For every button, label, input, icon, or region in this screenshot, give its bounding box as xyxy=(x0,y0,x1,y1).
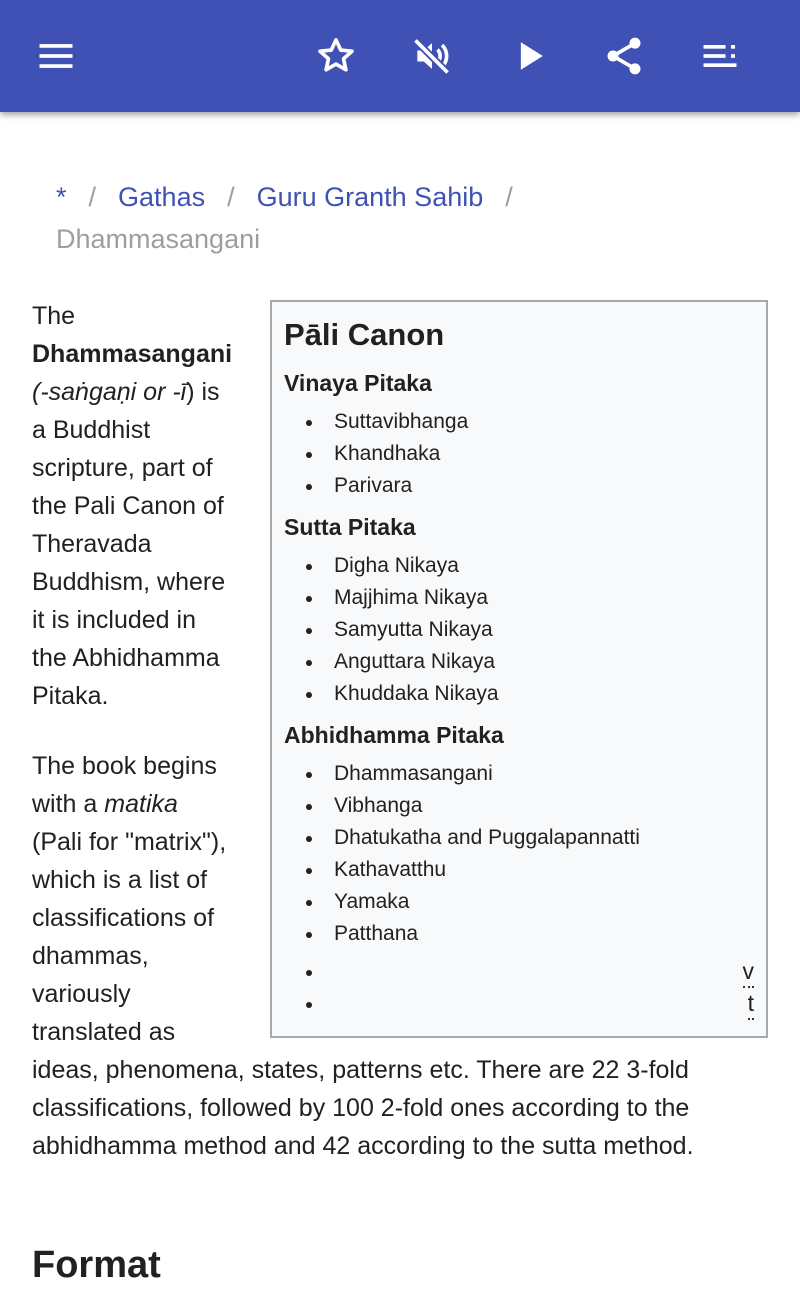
navbar-view-link[interactable]: v xyxy=(743,956,755,988)
infobox-link[interactable]: Vibhanga xyxy=(284,790,754,822)
infobox-list xyxy=(284,758,754,950)
favorite-button[interactable] xyxy=(308,28,364,84)
breadcrumb-separator: / xyxy=(505,182,513,212)
pronunciation-variant: (-saṅgaṇi or -ī xyxy=(32,378,187,406)
infobox-section-heading[interactable]: Sutta Pitaka xyxy=(284,514,416,540)
navbar-item xyxy=(284,988,754,1020)
navbar-item xyxy=(284,956,754,988)
paragraph-text: The book begins with a xyxy=(32,752,217,818)
infobox-title: Pāli Canon xyxy=(284,317,445,352)
infobox-list xyxy=(284,550,754,710)
article-term: Dhammasangani xyxy=(32,340,233,368)
section-heading-format: Format xyxy=(32,1244,161,1286)
italic-term: matika xyxy=(104,790,178,818)
breadcrumb-gathas-link[interactable]: Gathas xyxy=(118,182,206,212)
paragraph-intro: The xyxy=(32,302,76,330)
breadcrumb-guru-granth-sahib-link[interactable]: Guru Granth Sahib xyxy=(256,182,484,212)
infobox-link[interactable]: Majjhima Nikaya xyxy=(284,582,754,614)
infobox-list xyxy=(284,406,754,502)
infobox-link[interactable]: Dhammasangani xyxy=(284,758,754,790)
infobox-link[interactable]: Digha Nikaya xyxy=(284,550,754,582)
infobox-link[interactable]: Khandhaka xyxy=(284,438,754,470)
breadcrumb-home-link[interactable]: * xyxy=(56,182,67,212)
infobox-section-heading[interactable]: Abhidhamma Pitaka xyxy=(284,722,504,748)
infobox-section-heading[interactable]: Vinaya Pitaka xyxy=(284,370,432,396)
menu-button[interactable] xyxy=(28,28,84,84)
paragraph-text: ) is a Buddhist scripture, part of the Pali Canon of Theravada Buddhism, where it is included in the Abhidhamma Pitaka. xyxy=(32,378,226,710)
article-body xyxy=(32,297,768,1165)
paragraph-text: (Pali for "matrix"), which is a list of classifications of dhammas, variously translated as ideas, phenomena, states, patterns etc. There are 22 3-fold classifications, followed by 100 2-fold ones according to the abhidhamma method and 42 according to the sutta method. xyxy=(32,828,694,1160)
playlist-button[interactable] xyxy=(692,28,748,84)
app-bar xyxy=(0,0,800,112)
menu-icon xyxy=(34,34,78,78)
infobox-link[interactable]: Samyutta Nikaya xyxy=(284,614,754,646)
share-icon xyxy=(602,34,646,78)
pali-canon-infobox xyxy=(270,300,768,1038)
breadcrumb-separator: / xyxy=(88,182,97,212)
share-button[interactable] xyxy=(596,28,652,84)
breadcrumb-separator: / xyxy=(227,182,235,212)
infobox-link[interactable]: Parivara xyxy=(284,470,754,502)
infobox-link[interactable]: Patthana xyxy=(284,918,754,950)
infobox-navbar xyxy=(284,956,754,1020)
infobox-link[interactable]: Yamaka xyxy=(284,886,754,918)
infobox-link[interactable]: Dhatukatha and Puggalapannatti xyxy=(284,822,754,854)
breadcrumb xyxy=(56,176,756,260)
infobox-link[interactable]: Suttavibhanga xyxy=(284,406,754,438)
infobox-link[interactable]: Kathavatthu xyxy=(284,854,754,886)
play-icon xyxy=(508,34,552,78)
infobox-link[interactable]: Anguttara Nikaya xyxy=(284,646,754,678)
star-outline-icon xyxy=(314,34,358,78)
volume-off-icon xyxy=(410,34,454,78)
mute-button[interactable] xyxy=(404,28,460,84)
infobox-link[interactable]: Khuddaka Nikaya xyxy=(284,678,754,710)
navbar-talk-link[interactable]: t xyxy=(748,988,754,1020)
playlist-icon xyxy=(698,34,742,78)
breadcrumb-current: Dhammasangani xyxy=(56,224,261,254)
play-button[interactable] xyxy=(502,28,558,84)
